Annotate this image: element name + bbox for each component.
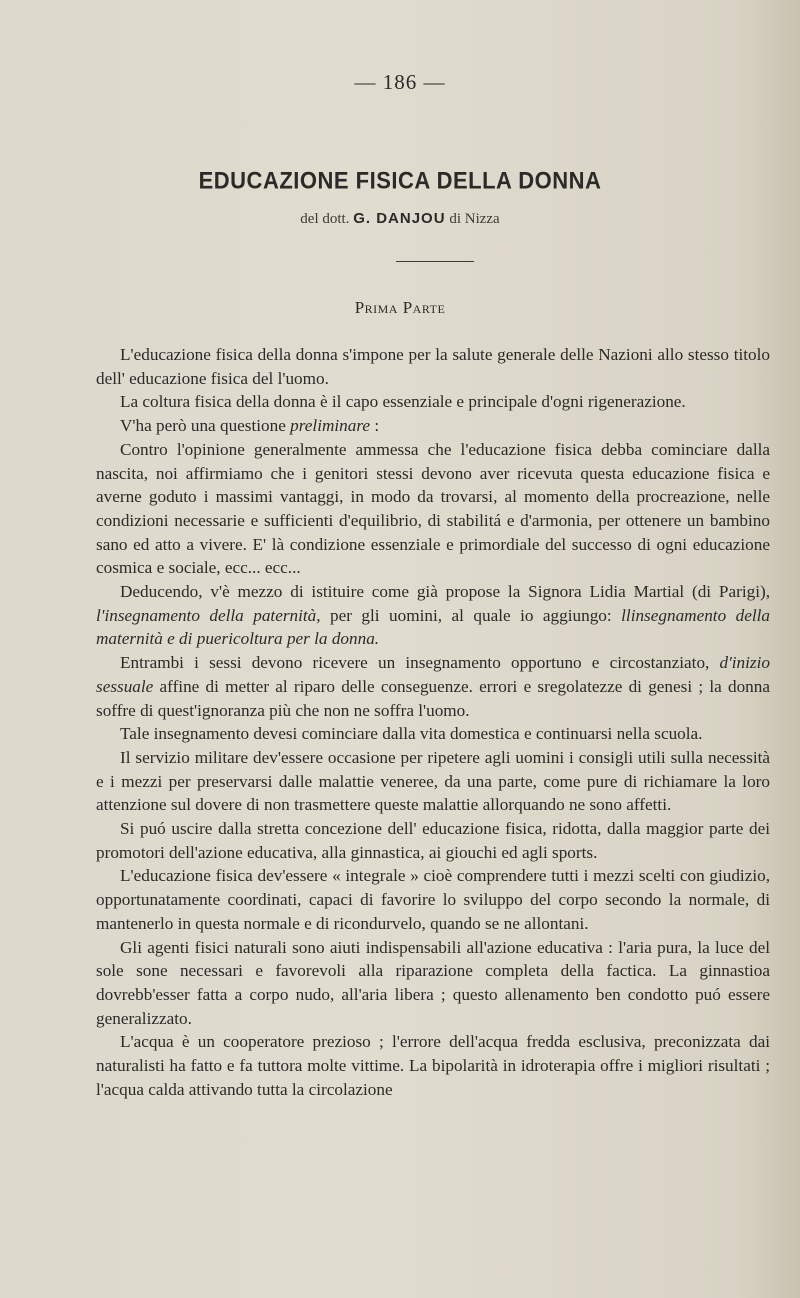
section-heading <box>0 298 800 318</box>
body-paragraph <box>96 817 770 864</box>
paragraph-text: : <box>370 416 380 436</box>
body-paragraph <box>96 390 770 414</box>
paragraph-text: Si puó uscire dalla stretta concezione dell' educazione fisica, ridotta, dalla maggior parte dei promotori dell'azione educativa, alla ginnastica, ai giouchi ed agli sports. <box>96 819 770 862</box>
author-prefix: del dott. <box>300 211 350 227</box>
italic-text: llinsegnamento della maternità e di puericoltura per la donna. <box>96 605 770 649</box>
paragraph-text: Entrambi i sessi devono ricevere un insegnamento opportuno e circostanziato, <box>120 653 720 673</box>
italic-text: l'insegnamento della paternità, <box>96 605 321 625</box>
paragraph-text: Gli agenti fisici naturali sono aiuti indispensabili all'azione educativa : l'aria pura, la luce del sole sone necessari e favorevoli alla riparazione completa della factica. La ginnastioa dovrebb'esser fatta a corpo nudo, all'aria libera ; questo allenamento ben condotto puó essere generalizzato. <box>96 937 770 1028</box>
author-suffix: di Nizza <box>449 211 500 227</box>
paragraph-text: Deducendo, v'è mezzo di istituire come già propose la Signora Lidia Martial (di Parigi), <box>120 582 770 602</box>
body-paragraph <box>96 864 770 935</box>
article-title: EDUCAZIONE FISICA DELLA DONNA <box>198 166 602 194</box>
paragraph-text: per gli uomini, al quale io aggiungo: <box>320 605 622 625</box>
paragraph-text: L'educazione fisica dev'essere « integrale » cioè comprendere tutti i mezzi scelti con giudizio, opportunatamente coordinati, capaci di favorire lo sviluppo del corpo secondo la normale, di mantenerlo in questa normale e di ricondurvelo, quando se ne allontani. <box>96 866 770 933</box>
body-paragraph <box>96 438 770 580</box>
paragraph-text: affine di metter al riparo delle conseguenze. errori e sregolatezze di genesi ; la donna soffre di quest'ignoranza più che non ne soffra l'uomo. <box>96 676 770 720</box>
paragraph-text: L'acqua è un cooperatore prezioso ; l'errore dell'acqua fredda esclusiva, preconizzata dai naturalisti ha fatto e fa tuttora molte vittime. La bipolarità in idroterapia offre i migliori risultati ; l'acqua calda attivando tutta la circolazione <box>96 1032 770 1099</box>
paragraph-text: Tale insegnamento devesi cominciare dalla vita domestica e continuarsi nella scuola. <box>120 724 703 744</box>
paragraph-text: L'educazione fisica della donna s'impone per la salute generale delle Nazioni allo stesso titolo dell' educazione fisica del l'uomo. <box>96 345 770 388</box>
section-heading-text: Prima Parte <box>354 298 446 317</box>
paragraph-text: Il servizio militare dev'essere occasione per ripetere agli uomini i consigli utili sulla necessità e i mezzi per preservarsi dalle malattie veneree, da una parte, come pure di richiamare la loro attenzione sul dovere di non trasmettere queste malattie allorquando ne sono affetti. <box>96 747 770 815</box>
paragraph-text: V'ha però una questione <box>120 416 291 436</box>
author-line <box>0 210 800 228</box>
body-paragraph <box>96 414 770 438</box>
body-paragraph <box>96 343 770 390</box>
body-paragraph <box>96 1030 770 1101</box>
article-body <box>96 343 770 1102</box>
paragraph-text: Contro l'opinione generalmente ammessa che l'educazione fisica debba cominciare dalla nascita, noi affirmiamo che i genitori stessi devono aver ricevuta questa educazione fisica e averne goduto i massimi vantaggi, in modo da trovarsi, al momento della procreazione, nelle condizioni necessarie e sufficienti d'equilibrio, di stabilitá e d'armonia, per ottenere un bambino sano ed atto a vivere. E' là condizione essenziale e primordiale del successo di ogni educazione cosmica e sociale, ecc... ecc... <box>96 439 770 578</box>
paragraph-text: La coltura fisica della donna è il capo essenziale e principale d'ogni rigenerazione. <box>120 392 686 412</box>
body-paragraph <box>96 722 770 746</box>
italic-text: d'inizio sessuale <box>96 653 770 696</box>
italic-text: preliminare <box>290 416 371 436</box>
page-number: — 186 — <box>354 70 446 94</box>
body-paragraph <box>96 651 770 722</box>
body-paragraph <box>96 580 770 651</box>
author-name: G. DANJOU <box>353 210 446 227</box>
body-paragraph <box>96 936 770 1031</box>
title-divider <box>396 261 474 262</box>
body-paragraph <box>96 746 770 817</box>
